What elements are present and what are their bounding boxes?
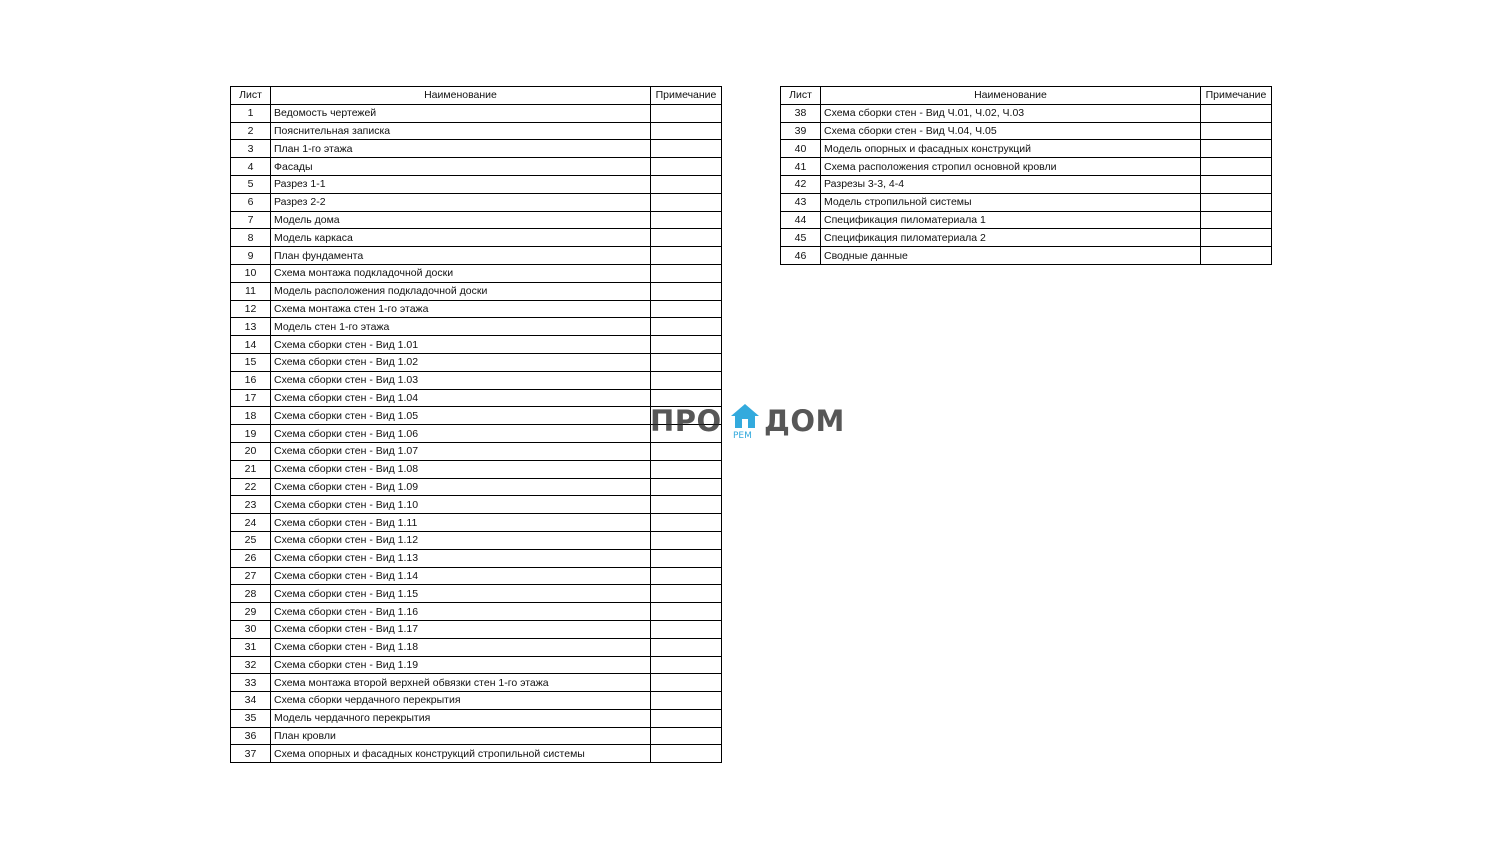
- table-row: [231, 531, 722, 549]
- table-row: [231, 567, 722, 585]
- table-row: [231, 104, 722, 122]
- note-cell: [651, 638, 722, 656]
- table-row: [231, 122, 722, 140]
- sheet-number-cell: 7: [231, 211, 271, 229]
- table-row: [231, 656, 722, 674]
- sheet-name-cell: Схема сборки стен - Вид 1.19: [271, 656, 651, 674]
- table-row: [231, 371, 722, 389]
- note-cell: [651, 300, 722, 318]
- sheet-number-cell: 23: [231, 496, 271, 514]
- sheet-number-cell: 30: [231, 620, 271, 638]
- sheet-name-cell: Модель чердачного перекрытия: [271, 709, 651, 727]
- sheet-number-cell: 20: [231, 442, 271, 460]
- table-body-left: [231, 104, 722, 762]
- note-cell: [651, 264, 722, 282]
- sheet-name-cell: Модель стропильной системы: [821, 193, 1201, 211]
- note-cell: [1201, 211, 1272, 229]
- note-cell: [651, 514, 722, 532]
- table-row: [231, 514, 722, 532]
- table-row: [231, 674, 722, 692]
- note-cell: [1201, 175, 1272, 193]
- note-cell: [651, 496, 722, 514]
- sheet-name-cell: Разрезы 3-3, 4-4: [821, 175, 1201, 193]
- note-cell: [1201, 104, 1272, 122]
- note-cell: [651, 122, 722, 140]
- drawing-list-table-left: [230, 86, 722, 763]
- table-row: [781, 158, 1272, 176]
- sheet-name-cell: Схема сборки стен - Вид 1.17: [271, 620, 651, 638]
- sheet-number-cell: 37: [231, 745, 271, 763]
- sheet-number-cell: 16: [231, 371, 271, 389]
- header-note: Примечание: [651, 87, 722, 105]
- note-cell: [651, 709, 722, 727]
- table-row: [231, 460, 722, 478]
- table-row: [231, 282, 722, 300]
- sheet-number-cell: 44: [781, 211, 821, 229]
- header-name: Наименование: [271, 87, 651, 105]
- table-row: [231, 264, 722, 282]
- sheet-name-cell: Схема сборки стен - Вид 1.10: [271, 496, 651, 514]
- sheet-number-cell: 45: [781, 229, 821, 247]
- header-note: Примечание: [1201, 87, 1272, 105]
- table-row: [231, 709, 722, 727]
- sheet-name-cell: Схема расположения стропил основной кровли: [821, 158, 1201, 176]
- sheet-number-cell: 21: [231, 460, 271, 478]
- sheet-name-cell: Схема сборки стен - Вид 1.13: [271, 549, 651, 567]
- watermark-small-text: РЕМ: [733, 431, 752, 441]
- table-row: [231, 478, 722, 496]
- note-cell: [651, 353, 722, 371]
- table-row: [781, 229, 1272, 247]
- note-cell: [651, 336, 722, 354]
- sheet-name-cell: Схема сборки стен - Вид 1.12: [271, 531, 651, 549]
- note-cell: [651, 656, 722, 674]
- watermark-logo: [650, 402, 850, 446]
- sheet-name-cell: Схема сборки стен - Вид 1.08: [271, 460, 651, 478]
- table-row: [231, 745, 722, 763]
- sheet-number-cell: 11: [231, 282, 271, 300]
- table-row: [231, 193, 722, 211]
- note-cell: [651, 193, 722, 211]
- sheet-name-cell: Сводные данные: [821, 247, 1201, 265]
- sheet-number-cell: 13: [231, 318, 271, 336]
- sheet-name-cell: Схема монтажа подкладочной доски: [271, 264, 651, 282]
- sheet-name-cell: Схема сборки стен - Вид 1.06: [271, 425, 651, 443]
- table-body-right: [781, 104, 1272, 264]
- table-row: [781, 175, 1272, 193]
- sheet-number-cell: 19: [231, 425, 271, 443]
- table-row: [781, 140, 1272, 158]
- table-row: [231, 318, 722, 336]
- table-row: [231, 692, 722, 710]
- house-icon: [730, 403, 760, 429]
- note-cell: [651, 620, 722, 638]
- table-row: [231, 585, 722, 603]
- table-row: [231, 442, 722, 460]
- table-row: [781, 193, 1272, 211]
- sheet-number-cell: 34: [231, 692, 271, 710]
- table-row: [231, 727, 722, 745]
- sheet-number-cell: 32: [231, 656, 271, 674]
- sheet-number-cell: 10: [231, 264, 271, 282]
- note-cell: [651, 211, 722, 229]
- note-cell: [651, 727, 722, 745]
- sheet-name-cell: Модель опорных и фасадных конструкций: [821, 140, 1201, 158]
- table-row: [231, 620, 722, 638]
- sheet-number-cell: 1: [231, 104, 271, 122]
- sheet-name-cell: Спецификация пиломатериала 2: [821, 229, 1201, 247]
- table-row: [231, 603, 722, 621]
- note-cell: [651, 603, 722, 621]
- sheet-number-cell: 40: [781, 140, 821, 158]
- table-row: [231, 336, 722, 354]
- sheet-name-cell: План фундамента: [271, 247, 651, 265]
- note-cell: [651, 674, 722, 692]
- sheet-name-cell: Модель дома: [271, 211, 651, 229]
- sheet-name-cell: Схема сборки стен - Вид Ч.04, Ч.05: [821, 122, 1201, 140]
- sheet-name-cell: План кровли: [271, 727, 651, 745]
- note-cell: [651, 567, 722, 585]
- sheet-number-cell: 24: [231, 514, 271, 532]
- table-row: [231, 211, 722, 229]
- note-cell: [651, 229, 722, 247]
- sheet-name-cell: Схема опорных и фасадных конструкций стропильной системы: [271, 745, 651, 763]
- table-row: [781, 247, 1272, 265]
- sheet-number-cell: 27: [231, 567, 271, 585]
- sheet-number-cell: 42: [781, 175, 821, 193]
- sheet-number-cell: 22: [231, 478, 271, 496]
- note-cell: [651, 175, 722, 193]
- note-cell: [651, 585, 722, 603]
- sheet-number-cell: 18: [231, 407, 271, 425]
- note-cell: [651, 478, 722, 496]
- table-row: [231, 140, 722, 158]
- sheet-number-cell: 25: [231, 531, 271, 549]
- table-row: [231, 407, 722, 425]
- sheet-name-cell: Схема сборки стен - Вид 1.09: [271, 478, 651, 496]
- watermark-text-left: ПРО: [650, 404, 722, 438]
- note-cell: [651, 158, 722, 176]
- sheet-number-cell: 4: [231, 158, 271, 176]
- note-cell: [651, 318, 722, 336]
- sheet-name-cell: Схема сборки стен - Вид 1.18: [271, 638, 651, 656]
- note-cell: [651, 247, 722, 265]
- sheet-name-cell: Спецификация пиломатериала 1: [821, 211, 1201, 229]
- sheet-number-cell: 3: [231, 140, 271, 158]
- note-cell: [651, 549, 722, 567]
- table-header-row: [231, 87, 722, 105]
- sheet-number-cell: 41: [781, 158, 821, 176]
- sheet-name-cell: Схема сборки стен - Вид 1.05: [271, 407, 651, 425]
- sheet-number-cell: 46: [781, 247, 821, 265]
- sheet-name-cell: План 1-го этажа: [271, 140, 651, 158]
- table-row: [231, 247, 722, 265]
- sheet-number-cell: 39: [781, 122, 821, 140]
- sheet-name-cell: Схема сборки чердачного перекрытия: [271, 692, 651, 710]
- header-name: Наименование: [821, 87, 1201, 105]
- sheet-number-cell: 9: [231, 247, 271, 265]
- note-cell: [651, 140, 722, 158]
- sheet-number-cell: 14: [231, 336, 271, 354]
- note-cell: [1201, 122, 1272, 140]
- sheet-name-cell: Схема сборки стен - Вид 1.14: [271, 567, 651, 585]
- sheet-name-cell: Схема сборки стен - Вид 1.01: [271, 336, 651, 354]
- table-row: [781, 122, 1272, 140]
- sheet-number-cell: 29: [231, 603, 271, 621]
- table-row: [231, 158, 722, 176]
- sheet-name-cell: Разрез 2-2: [271, 193, 651, 211]
- header-sheet: Лист: [781, 87, 821, 105]
- table-row: [231, 549, 722, 567]
- sheet-number-cell: 26: [231, 549, 271, 567]
- sheet-name-cell: Модель расположения подкладочной доски: [271, 282, 651, 300]
- note-cell: [651, 531, 722, 549]
- table-row: [781, 211, 1272, 229]
- note-cell: [1201, 193, 1272, 211]
- sheet-name-cell: Схема сборки стен - Вид 1.07: [271, 442, 651, 460]
- sheet-number-cell: 17: [231, 389, 271, 407]
- sheet-name-cell: Схема монтажа второй верхней обвязки стен 1-го этажа: [271, 674, 651, 692]
- note-cell: [651, 692, 722, 710]
- table-row: [231, 175, 722, 193]
- sheet-name-cell: Схема сборки стен - Вид 1.15: [271, 585, 651, 603]
- sheet-number-cell: 12: [231, 300, 271, 318]
- note-cell: [651, 104, 722, 122]
- sheet-number-cell: 6: [231, 193, 271, 211]
- table-row: [231, 496, 722, 514]
- note-cell: [1201, 158, 1272, 176]
- sheet-name-cell: Фасады: [271, 158, 651, 176]
- sheet-name-cell: Схема сборки стен - Вид 1.11: [271, 514, 651, 532]
- note-cell: [651, 745, 722, 763]
- table-row: [231, 389, 722, 407]
- table-row: [231, 425, 722, 443]
- table-row: [231, 638, 722, 656]
- sheet-number-cell: 36: [231, 727, 271, 745]
- sheet-number-cell: 2: [231, 122, 271, 140]
- watermark-text-right: ДОМ: [764, 404, 845, 438]
- note-cell: [651, 282, 722, 300]
- sheet-number-cell: 38: [781, 104, 821, 122]
- sheet-number-cell: 28: [231, 585, 271, 603]
- sheet-name-cell: Модель стен 1-го этажа: [271, 318, 651, 336]
- sheet-name-cell: Схема сборки стен - Вид 1.16: [271, 603, 651, 621]
- note-cell: [1201, 229, 1272, 247]
- note-cell: [1201, 247, 1272, 265]
- sheet-number-cell: 15: [231, 353, 271, 371]
- sheet-number-cell: 31: [231, 638, 271, 656]
- sheet-name-cell: Пояснительная записка: [271, 122, 651, 140]
- sheet-number-cell: 8: [231, 229, 271, 247]
- table-header-row: [781, 87, 1272, 105]
- sheet-name-cell: Схема монтажа стен 1-го этажа: [271, 300, 651, 318]
- note-cell: [1201, 140, 1272, 158]
- sheet-name-cell: Схема сборки стен - Вид Ч.01, Ч.02, Ч.03: [821, 104, 1201, 122]
- sheet-number-cell: 33: [231, 674, 271, 692]
- drawing-list-table-right: [780, 86, 1272, 265]
- table-row: [231, 300, 722, 318]
- sheet-name-cell: Разрез 1-1: [271, 175, 651, 193]
- sheet-number-cell: 35: [231, 709, 271, 727]
- sheet-name-cell: Схема сборки стен - Вид 1.04: [271, 389, 651, 407]
- table-row: [231, 353, 722, 371]
- note-cell: [651, 371, 722, 389]
- sheet-name-cell: Схема сборки стен - Вид 1.03: [271, 371, 651, 389]
- sheet-name-cell: Ведомость чертежей: [271, 104, 651, 122]
- note-cell: [651, 460, 722, 478]
- sheet-name-cell: Схема сборки стен - Вид 1.02: [271, 353, 651, 371]
- header-sheet: Лист: [231, 87, 271, 105]
- table-row: [231, 229, 722, 247]
- sheet-number-cell: 43: [781, 193, 821, 211]
- table-row: [781, 104, 1272, 122]
- sheet-name-cell: Модель каркаса: [271, 229, 651, 247]
- sheet-number-cell: 5: [231, 175, 271, 193]
